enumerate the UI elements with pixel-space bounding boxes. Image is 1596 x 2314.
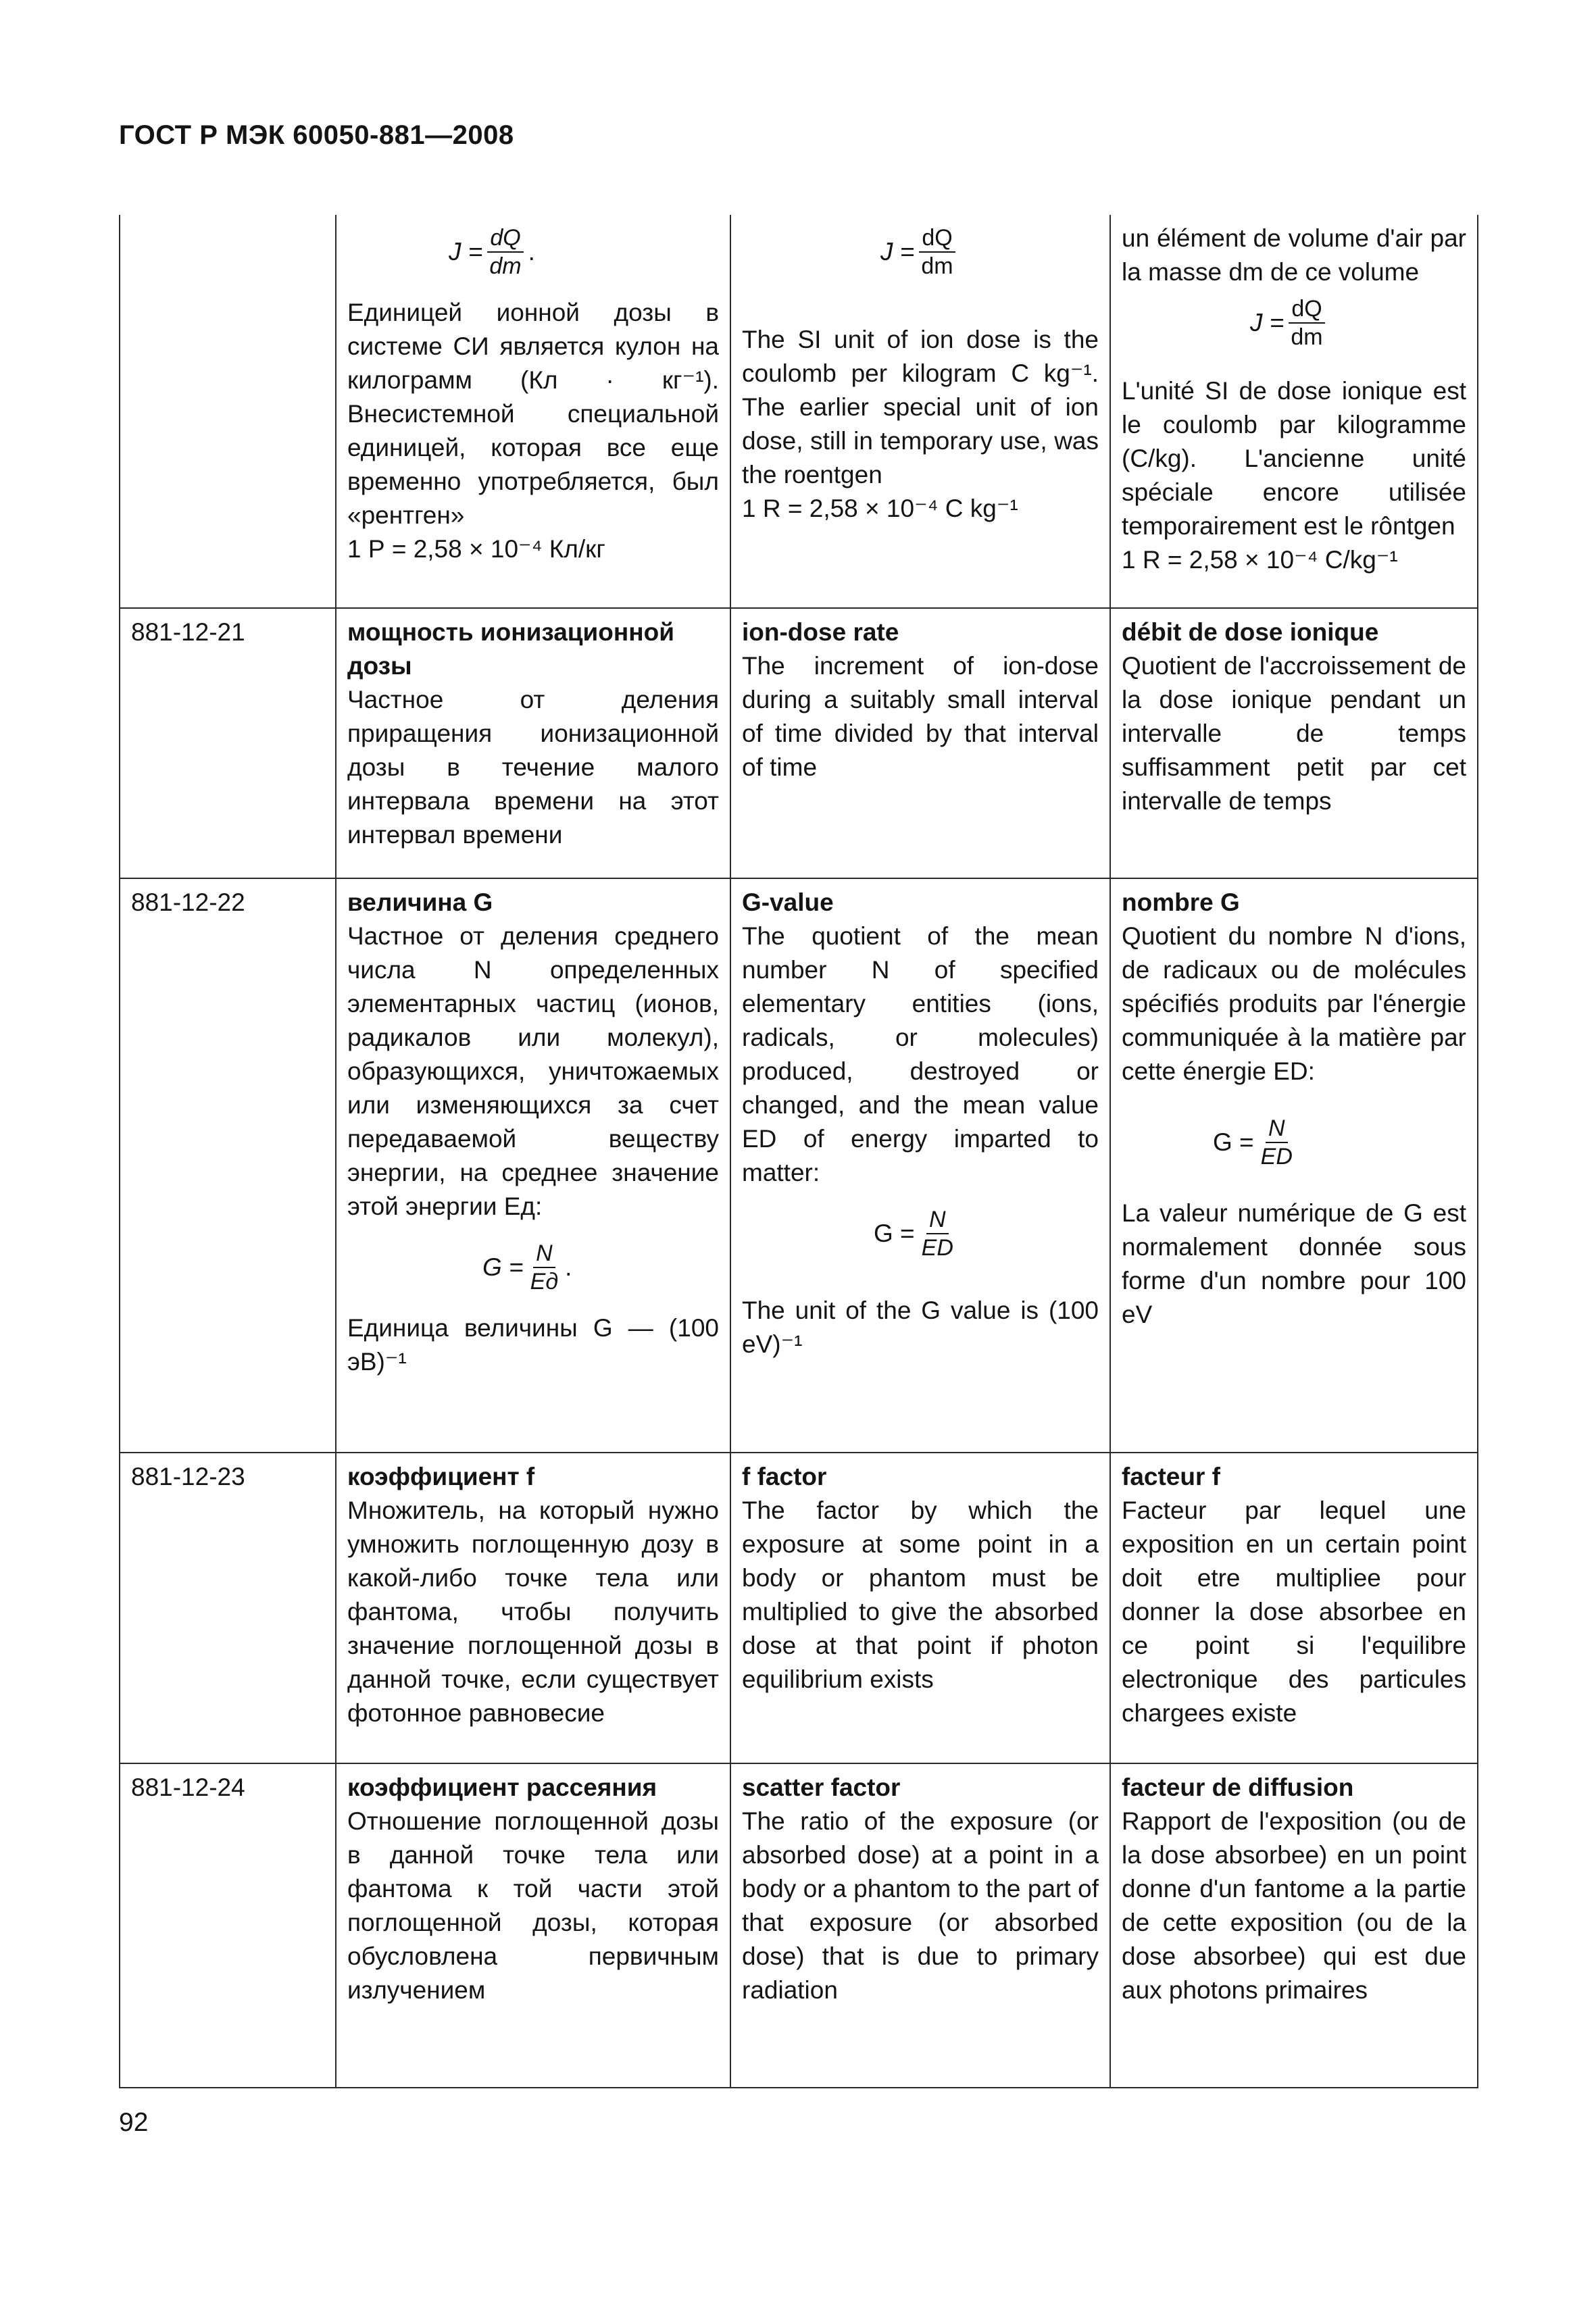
term-name: débit de dose ionique [1122, 618, 1379, 646]
table-row [120, 1453, 1478, 1763]
term-name: scatter factor [742, 1774, 901, 1801]
definition-text: Quotient de l'accroissement de la dose ionique pendant un intervalle de temps suffisamment petit par cet intervalle de temps [1122, 652, 1466, 815]
definition-text: Quotient du nombre N d'ions, de radicaux ou de molécules spécifiés produits par l'énergie communiquée à la matière par cette énergie ED: [1122, 922, 1466, 1085]
term-code-cell: 881-12-22 [120, 878, 336, 1453]
english-cell [730, 1763, 1110, 2088]
definition-text: The factor by which the exposure at some point in a body or phantom must be multiplied to give the absorbed dose at that point if photon equilibrium exists [742, 1496, 1099, 1693]
definition-text: Множитель, на который нужно умножить поглощенную дозу в какой-либо точке тела или фантома, чтобы получить значение поглощенной дозы в данной точке, если существует фотонное равновесие [347, 1496, 719, 1727]
french-cell [1110, 215, 1478, 608]
formula: G = $\frac{N}{Eд}$ . [482, 1240, 572, 1294]
formula: G = $\frac{N}{ED}$ [1213, 1115, 1293, 1169]
definition-text: Rapport de l'exposition (ou de la dose absorbee) en un point donne d'un fantome a la partie de cette exposition (ou de la dose absorbee) qui est due aux photons primaires [1122, 1807, 1466, 2004]
term-code-cell: 881-12-24 [120, 1763, 336, 2088]
french-cell [1110, 1453, 1478, 1763]
definition-text: Частное от деления приращения ионизационной дозы в течение малого интервала времени на этот интервал времени [347, 686, 719, 849]
note-text: 1 Р = 2,58 × 10⁻⁴ Кл/кг [347, 535, 605, 563]
french-cell [1110, 608, 1478, 878]
french-cell [1110, 1763, 1478, 2088]
definition-text: Отношение поглощенной дозы в данной точке тела или фантома к той части этой поглощенной дозы, которая обусловлена первичным излучением [347, 1807, 719, 2004]
term-name: мощность ионизационной дозы [347, 618, 674, 680]
russian-cell [336, 1453, 730, 1763]
definition-text: The increment of ion-dose during a suitably small interval of time divided by that interval of time [742, 652, 1099, 781]
term-name: f factor [742, 1463, 827, 1490]
english-cell [730, 878, 1110, 1453]
formula: J = $\frac{dQ}{dm}$ . [449, 225, 535, 279]
term-name: ion-dose rate [742, 618, 899, 646]
table-row [120, 215, 1478, 608]
formula: J = $\frac{dQ}{dm}$ [1122, 289, 1466, 357]
document-header: ГОСТ Р МЭК 60050-881—2008 [119, 120, 514, 150]
french-cell [1110, 878, 1478, 1453]
term-name: величина G [347, 888, 493, 916]
page-number: 92 [119, 2108, 149, 2137]
english-cell [730, 215, 1110, 608]
definition-text: Единицей ионной дозы в системе СИ является кулон на килограмм (Кл · кг⁻¹). Внесистемной специальной единицей, которая все еще временно употребляется, был «рентген» [347, 299, 719, 529]
term-name: facteur de diffusion [1122, 1774, 1354, 1801]
definition-text: The SI unit of ion dose is the coulomb per kilogram C kg⁻¹. The earlier special unit of ion dose, still in temporary use, was the roentgen [742, 326, 1099, 488]
english-cell [730, 1453, 1110, 1763]
term-code-cell: 881-12-21 [120, 608, 336, 878]
term-code-cell [120, 215, 336, 608]
russian-cell [336, 215, 730, 608]
formula: J = $\frac{dQ}{dm}$ [742, 222, 1099, 282]
definition-text: Частное от деления среднего числа N определенных элементарных частиц (ионов, радикалов или молекул), образующихся, уничтожаемых или изменяющихся за счет передаваемой веществу энергии, на среднее значение этой энергии Eд: [347, 922, 719, 1220]
note-text: 1 R = 2,58 × 10⁻⁴ C/kg⁻¹ [1122, 546, 1398, 574]
table-row [120, 1763, 1478, 2088]
formula: G = $\frac{N}{ED}$ [874, 1207, 953, 1261]
note-text: Единица величины G — (100 эВ)⁻¹ [347, 1314, 719, 1376]
english-cell [730, 608, 1110, 878]
definition-text: The quotient of the mean number N of specified elementary entities (ions, radicals, or molecules) produced, destroyed or changed, and the mean value ED of energy imparted to matter: [742, 922, 1099, 1186]
definition-text: Facteur par lequel une exposition en un certain point doit etre multipliee pour donner la dose absorbee en ce point si l'equilibre electronique des particules chargees existe [1122, 1496, 1466, 1727]
term-name: коэффициент рассеяния [347, 1774, 657, 1801]
lead-text: un élément de volume d'air par la masse dm de ce volume [1122, 224, 1466, 286]
term-code-cell: 881-12-23 [120, 1453, 336, 1763]
table-row [120, 878, 1478, 1453]
table-row [120, 608, 1478, 878]
russian-cell [336, 608, 730, 878]
russian-cell [336, 878, 730, 1453]
definition-text: L'unité SI de dose ionique est le coulomb par kilogramme (C/kg). L'ancienne unité spéciale encore utilisée temporairement est le rôntgen [1122, 377, 1466, 540]
note-text: La valeur numérique de G est normalement donnée sous forme d'un nombre pour 100 eV [1122, 1199, 1466, 1328]
term-name: коэффициент f [347, 1463, 535, 1490]
russian-cell [336, 1763, 730, 2088]
note-text: The unit of the G value is (100 eV)⁻¹ [742, 1297, 1099, 1358]
term-name: facteur f [1122, 1463, 1220, 1490]
note-text: 1 R = 2,58 × 10⁻⁴ C kg⁻¹ [742, 495, 1018, 522]
term-name: G-value [742, 888, 834, 916]
definition-text: The ratio of the exposure (or absorbed dose) at a point in a body or a phantom to the part of that exposure (or absorbed dose) that is due to primary radiation [742, 1807, 1099, 2004]
term-name: nombre G [1122, 888, 1240, 916]
terms-table [119, 215, 1478, 2088]
